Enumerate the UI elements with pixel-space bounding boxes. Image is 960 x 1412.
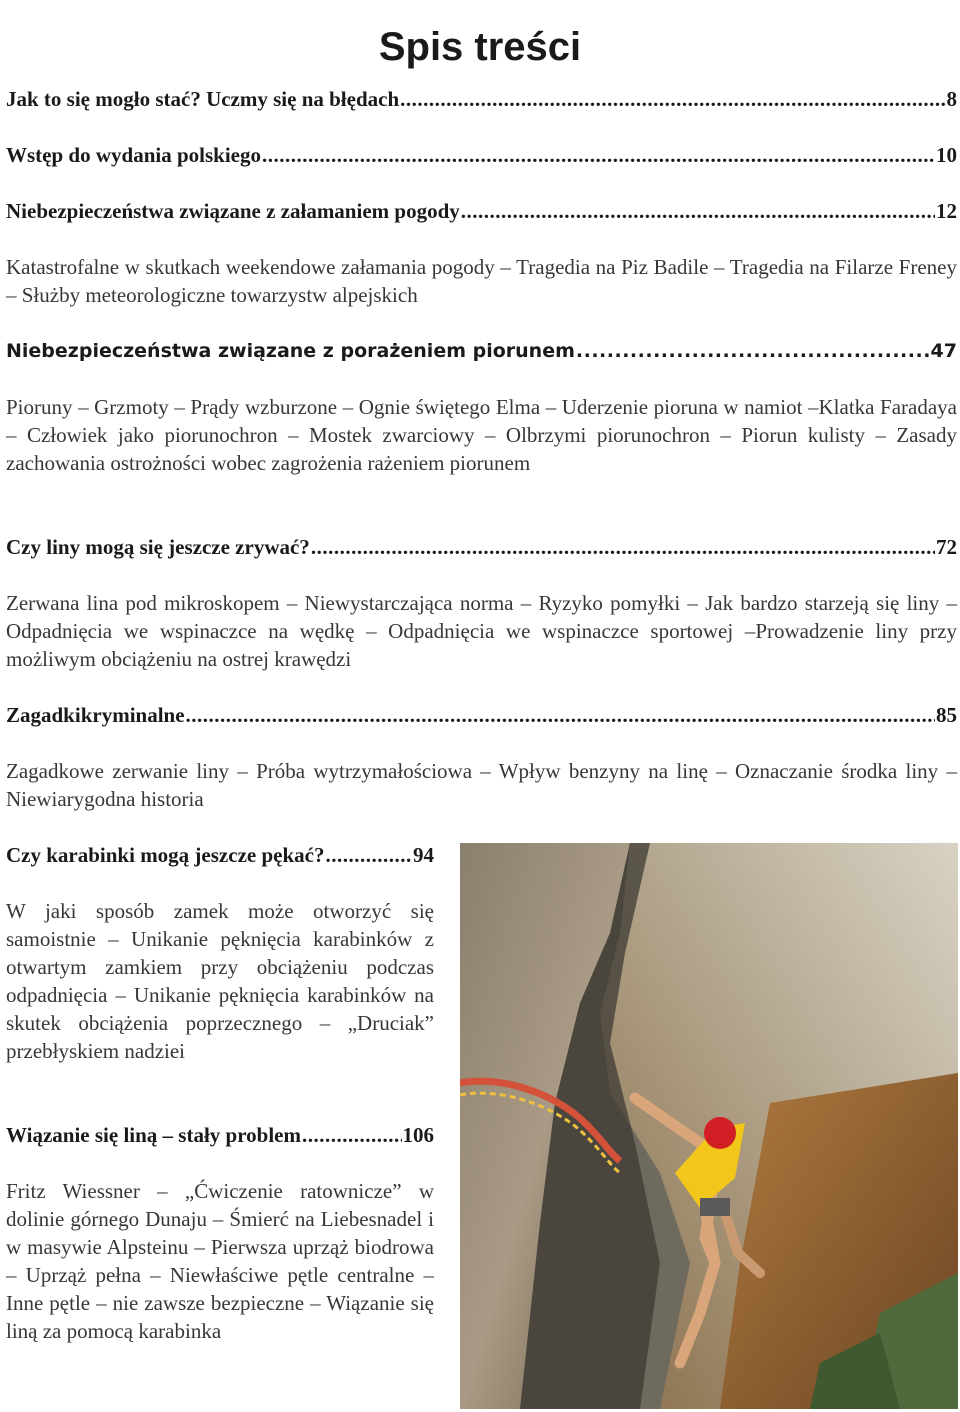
climber-photo bbox=[460, 843, 958, 1409]
toc-entry[interactable] bbox=[6, 1121, 434, 1149]
toc-entry-description: Fritz Wiessner – „Ćwiczenie ratownicze” w dolinie górnego Dunaju – Śmierć na Liebesnadel i w masywie Alpsteinu – Pierwsza uprząż biodrowa – Uprząż pełna – Niewłaściwe pętle centralne – Inne pętle – nie zawsze bezpieczne – Wiązanie się liną za pomocą karabinka bbox=[6, 1179, 434, 1343]
toc-leader-dots bbox=[576, 337, 930, 365]
toc-page-number: 106 bbox=[402, 1123, 434, 1147]
toc-entry-title: Zagadkikryminalne bbox=[6, 703, 185, 727]
toc-leader-dots bbox=[325, 841, 412, 869]
page-title: Spis treści bbox=[378, 24, 582, 69]
toc-page-number: 12 bbox=[936, 199, 957, 223]
toc-entry-description: Pioruny – Grzmoty – Prądy wzburzone – Ognie świętego Elma – Uderzenie pioruna w namiot –Klatka Faradaya – Człowiek jako piorunochron – Mostek zwarciowy – Olbrzymi piorunochron – Piorun kulisty – Zasady zachowania ostrożności wobec zagrożenia rażeniem piorunem bbox=[6, 395, 957, 475]
toc-leader-dots bbox=[302, 1121, 402, 1149]
toc-page-number: 8 bbox=[946, 87, 957, 111]
toc-entry[interactable] bbox=[6, 85, 957, 113]
toc-entry-description: W jaki sposób zamek może otworzyć się samoistnie – Unikanie pęknięcia karabinków z otwartym zamkiem przy obciążeniu podczas odpadnięcia – Unikanie pęknięcia karabinków na skutek obciążenia poprzecznego – „Druciak” przebłyskiem nadziei bbox=[6, 899, 434, 1063]
toc-page-number: 72 bbox=[936, 535, 957, 559]
toc-entry[interactable] bbox=[6, 141, 957, 169]
toc-page-number: 10 bbox=[936, 143, 957, 167]
toc-entry-description: Zagadkowe zerwanie liny – Próba wytrzymałościowa – Wpływ benzyny na linę – Oznaczanie środka liny – Niewiarygodna historia bbox=[6, 759, 957, 811]
toc-leader-dots bbox=[461, 197, 935, 225]
toc-page-number: 85 bbox=[936, 703, 957, 727]
toc-entry-title: Czy liny mogą się jeszcze zrywać? bbox=[6, 535, 310, 559]
toc-entry-title: Niebezpieczeństwa związane z załamaniem pogody bbox=[6, 199, 460, 223]
toc-entry-description: Zerwana lina pod mikroskopem – Niewystarczająca norma – Ryzyko pomyłki – Jak bardzo starzeją się liny – Odpadnięcia we wspinaczce na wędkę – Odpadnięcia we wspinaczce sportowej –Prowadzenie liny przy możliwym obciążeniu na ostrej krawędzi bbox=[6, 591, 957, 671]
toc-leader-dots bbox=[262, 141, 935, 169]
toc-entry-title: Jak to się mogło stać? Uczmy się na błędach bbox=[6, 87, 400, 111]
toc-entry-title: Wstęp do wydania polskiego bbox=[6, 143, 261, 167]
toc-leader-dots bbox=[400, 85, 945, 113]
toc-entry[interactable] bbox=[6, 701, 957, 729]
toc-leader-dots bbox=[311, 533, 935, 561]
toc-entry[interactable] bbox=[6, 337, 957, 365]
toc-entry-title: Czy karabinki mogą jeszcze pękać? bbox=[6, 843, 325, 867]
toc-entry[interactable] bbox=[6, 197, 957, 225]
toc-entry-title: Wiązanie się liną – stały problem bbox=[6, 1123, 301, 1147]
toc-entry[interactable] bbox=[6, 533, 957, 561]
toc-entry[interactable] bbox=[6, 841, 434, 869]
toc-leader-dots bbox=[186, 701, 935, 729]
toc-entry-title: Niebezpieczeństwa związane z porażeniem piorunem bbox=[6, 340, 575, 362]
toc-page-number: 47 bbox=[930, 340, 957, 362]
toc-entry-description: Katastrofalne w skutkach weekendowe załamania pogody – Tragedia na Piz Badile – Tragedia na Filarze Freney – Służby meteorologiczne towarzystw alpejskich bbox=[6, 255, 957, 307]
toc-page-number: 94 bbox=[413, 843, 434, 867]
